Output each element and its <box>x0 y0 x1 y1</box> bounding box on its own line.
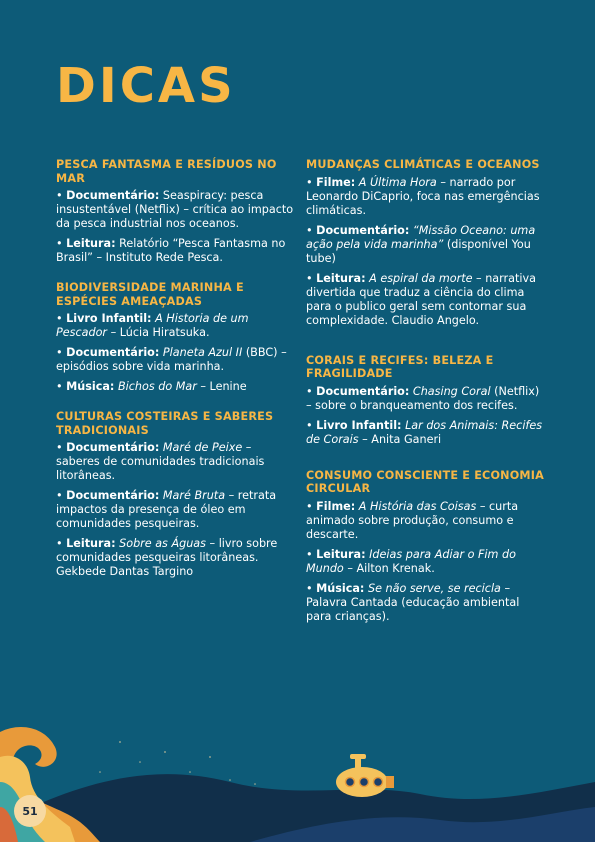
section-title: CONSUMO CONSCIENTE E ECONOMIA CIRCULAR <box>306 468 544 495</box>
item-text: (BBC) – episódios sobre vida marinha. <box>56 346 287 373</box>
item-text: – Palavra Cantada (educação ambiental para crianças). <box>306 581 520 623</box>
item-kind: Livro Infantil: <box>66 312 152 325</box>
item-text: – Lenine <box>196 380 247 393</box>
item-kind: Filme: <box>316 499 356 513</box>
list-item: • Documentário: Seaspiracy: pesca insustentável (Netflix) – crítica ao impacto da pesca industrial nos oceanos. <box>56 189 294 230</box>
item-kind: Leitura: <box>66 237 116 250</box>
section-title: PESCA FANTASMA E RESÍDUOS NO MAR <box>56 158 277 185</box>
right-column <box>306 158 546 640</box>
item-title: Bichos do Mar <box>114 380 197 393</box>
item-title: A espiral da morte <box>365 271 473 285</box>
item-title: A Última Hora <box>355 175 437 189</box>
item-kind: Documentário: <box>316 223 410 237</box>
list-item: • Livro Infantil: Lar dos Animais: Recifes de Corais – Anita Ganeri <box>306 418 543 446</box>
section-mudancas-climaticas <box>306 158 546 328</box>
item-title: Maré Bruta <box>159 489 226 502</box>
section-title: MUDANÇAS CLIMÁTICAS E OCEANOS <box>306 158 540 171</box>
list-item: • Música: Se não serve, se recicla – Palavra Cantada (educação ambiental para crianças). <box>306 581 520 623</box>
page-number: 51 <box>14 795 46 827</box>
item-title: “Missão Oceano: uma ação pela vida marinha” <box>306 223 536 251</box>
item-title: A História das Coisas <box>355 499 477 513</box>
item-title: Maré de Peixe <box>159 441 243 454</box>
list-item: • Filme: A Última Hora – narrado por Leonardo DiCaprio, foca nas emergências climáticas. <box>306 175 540 217</box>
item-kind: Música: <box>66 380 115 393</box>
section-title: BIODIVERSIDADE MARINHA E ESPÉCIES AMEAÇADAS <box>56 281 244 308</box>
list-item: • Documentário: Maré Bruta – retrata impactos da presença de óleo em comunidades pesqueiras. <box>56 489 277 530</box>
list-item: • Leitura: Relatório “Pesca Fantasma no Brasil” – Instituto Rede Pesca. <box>56 237 286 264</box>
item-kind: Documentário: <box>66 346 160 359</box>
list-item: • Documentário: Planeta Azul II (BBC) – episódios sobre vida marinha. <box>56 346 287 373</box>
list-item: • Documentário: Chasing Coral (Netflix) – sobre o branqueamento dos recifes. <box>306 384 540 412</box>
list-item: • Documentário: Maré de Peixe – saberes de comunidades tradicionais litorâneas. <box>56 441 265 482</box>
item-kind: Documentário: <box>66 441 160 454</box>
item-text: – curta animado sobre produção, consumo e descarte. <box>306 499 519 541</box>
list-item: • Documentário: “Missão Oceano: uma ação pela vida marinha” (disponível You tube) <box>306 223 536 265</box>
list-item: • Filme: A História das Coisas – curta animado sobre produção, consumo e descarte. <box>306 499 519 541</box>
item-text: Relatório “Pesca Fantasma no Brasil” – Instituto Rede Pesca. <box>56 237 286 264</box>
item-text: – livro sobre comunidades pesqueiras litorâneas. Gekbede Dantas Targino <box>56 537 278 578</box>
section-pesca-fantasma <box>56 158 296 265</box>
section-culturas-costeiras <box>56 410 296 579</box>
item-title: Sobre as Águas <box>115 537 206 550</box>
item-kind: Música: <box>316 581 365 595</box>
list-item: • Leitura: Ideias para Adiar o Fim do Mundo – Ailton Krenak. <box>306 547 516 575</box>
item-title: A Historia de um Pescador <box>56 312 249 339</box>
item-kind: Livro Infantil: <box>316 418 402 432</box>
ocean-wave-illustration <box>0 712 595 842</box>
list-item: • Livro Infantil: A Historia de um Pescador – Lúcia Hiratsuka. <box>56 312 249 339</box>
left-column <box>56 158 296 595</box>
item-text: – saberes de comunidades tradicionais litorâneas. <box>56 441 265 482</box>
item-text: (disponível You tube) <box>306 237 531 265</box>
item-text: – Anita Ganeri <box>358 432 442 446</box>
section-biodiversidade <box>56 281 296 394</box>
item-kind: Leitura: <box>316 271 366 285</box>
item-kind: Documentário: <box>316 384 410 398</box>
item-text: – narrativa divertida que traduz a ciência do clima para o publico geral sem contornar sua complexidade. Claudio Angelo. <box>306 271 536 327</box>
section-consumo-consciente <box>306 469 546 624</box>
list-item: • Música: Bichos do Mar – Lenine <box>56 380 247 393</box>
section-corais-recifes <box>306 354 546 447</box>
item-text: (Netflix) – sobre o branqueamento dos recifes. <box>306 384 540 412</box>
page-title: DICAS <box>56 58 236 114</box>
item-kind: Filme: <box>316 175 356 189</box>
item-title: Lar dos Animais: Recifes de Corais <box>306 418 543 446</box>
item-title: Chasing Coral <box>409 384 491 398</box>
item-text: Seaspiracy: pesca insustentável (Netflix) – crítica ao impacto da pesca industrial nos oceanos. <box>56 189 294 230</box>
item-kind: Documentário: <box>66 489 160 502</box>
item-title: Ideias para Adiar o Fim do Mundo <box>306 547 516 575</box>
item-text: – Ailton Krenak. <box>343 561 435 575</box>
item-text: – Lúcia Hiratsuka. <box>107 326 210 339</box>
item-kind: Leitura: <box>66 537 116 550</box>
item-text: – narrado por Leonardo DiCaprio, foca nas emergências climáticas. <box>306 175 540 217</box>
item-kind: Documentário: <box>66 189 160 202</box>
item-title: Planeta Azul II <box>159 346 243 359</box>
item-text: – retrata impactos da presença de óleo em comunidades pesqueiras. <box>56 489 277 530</box>
item-title: Se não serve, se recicla <box>364 581 501 595</box>
item-kind: Leitura: <box>316 547 366 561</box>
list-item: • Leitura: Sobre as Águas – livro sobre comunidades pesqueiras litorâneas. Gekbede Dantas Targino <box>56 537 278 578</box>
list-item: • Leitura: A espiral da morte – narrativa divertida que traduz a ciência do clima para o publico geral sem contornar sua complexidade. Claudio Angelo. <box>306 271 536 327</box>
section-title: CULTURAS COSTEIRAS E SABERES TRADICIONAIS <box>56 410 274 437</box>
section-title: CORAIS E RECIFES: BELEZA E FRAGILIDADE <box>306 353 494 380</box>
